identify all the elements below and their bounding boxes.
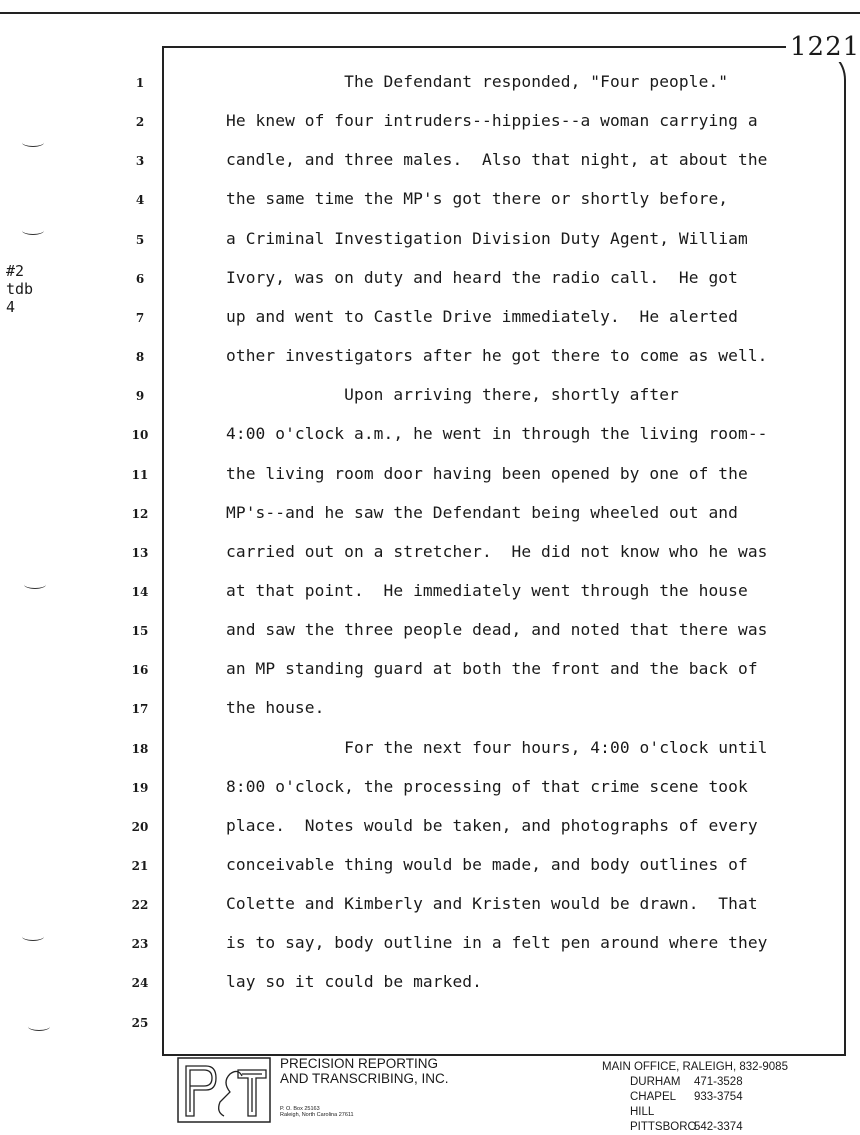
transcript-line: other investigators after he got there to come as well. (226, 346, 768, 366)
address-line: Raleigh, North Carolina 27611 (280, 1112, 354, 1118)
margin-mark (28, 1022, 50, 1031)
office-city: DURHAM (630, 1076, 681, 1088)
line-number: 3 (135, 154, 145, 169)
office-row (602, 1090, 788, 1120)
transcript-line: 4:00 o'clock a.m., he went in through the living room-- (226, 424, 768, 444)
line-number: 10 (131, 428, 149, 443)
transcript-line: is to say, body outline in a felt pen around where they (226, 933, 768, 953)
transcript-line: an MP standing guard at both the front and the back of (226, 659, 758, 679)
margin-mark (22, 932, 44, 941)
line-number: 4 (135, 193, 145, 208)
transcript-line: up and went to Castle Drive immediately. He alerted (226, 306, 738, 326)
footer (176, 1056, 816, 1133)
transcript-line: MP's--and he saw the Defendant being wheeled out and (226, 502, 738, 522)
margin-mark (24, 580, 46, 589)
margin-mark (22, 226, 44, 235)
line-number: 20 (131, 819, 149, 834)
office-phone: 933-3754 (694, 1091, 743, 1103)
firm-name-line: AND TRANSCRIBING, INC. (280, 1071, 449, 1086)
transcript-line: Colette and Kimberly and Kristen would be drawn. That (226, 894, 758, 914)
top-rule (0, 0, 860, 14)
line-number: 1 (135, 76, 145, 90)
line-number: 21 (131, 859, 149, 873)
firm-logo (176, 1056, 272, 1124)
transcript-line: place. Notes would be taken, and photographs of every (226, 815, 758, 835)
margin-mark (22, 138, 44, 147)
line-number: 5 (135, 232, 145, 247)
line-number: 11 (131, 467, 149, 482)
office-phone: 471-3528 (694, 1076, 743, 1088)
line-number: 8 (135, 350, 145, 365)
firm-name (280, 1056, 449, 1086)
transcript-line: Upon arriving there, shortly after (226, 385, 679, 405)
line-number: 15 (131, 624, 149, 639)
transcript-line: lay so it could be marked. (226, 972, 482, 992)
line-number: 24 (131, 976, 149, 991)
office-phone: 542-3374 (694, 1121, 743, 1133)
transcript-line: the house. (226, 698, 325, 718)
transcript-line: carried out on a stretcher. He did not know who he was (226, 541, 768, 561)
transcript-line: at that point. He immediately went through the house (226, 580, 748, 600)
transcript-line: candle, and three males. Also that night, at about the (226, 150, 768, 170)
transcript-line: a Criminal Investigation Division Duty Agent, William (226, 228, 748, 248)
margin-note-line: #2 (6, 262, 25, 280)
transcript-line: conceivable thing would be made, and body outlines of (226, 855, 748, 874)
office-city: PITTSBORO (630, 1121, 697, 1133)
line-number: 6 (135, 271, 145, 286)
office-row (602, 1075, 788, 1090)
office-list (602, 1060, 788, 1135)
address-line: P. O. Box 25163 (280, 1106, 320, 1112)
firm-name-line: PRECISION REPORTING (280, 1056, 439, 1071)
margin-note (6, 262, 33, 316)
margin-note-line: 4 (6, 298, 16, 316)
line-number: 18 (131, 741, 149, 756)
line-number: 23 (131, 937, 149, 952)
line-number: 17 (131, 702, 149, 717)
line-number: 25 (131, 1015, 149, 1030)
transcript-line: Ivory, was on duty and heard the radio call. He got (226, 267, 738, 287)
transcript-line: For the next four hours, 4:00 o'clock until (226, 737, 768, 757)
line-number: 9 (135, 389, 145, 404)
line-number: 19 (131, 780, 149, 795)
transcript-line: 8:00 o'clock, the processing of that crime scene took (226, 776, 748, 796)
main-office: MAIN OFFICE, RALEIGH, 832-9085 (602, 1061, 788, 1073)
page-number: 1221 (786, 32, 860, 62)
line-number: 13 (131, 545, 149, 560)
line-number: 22 (131, 898, 149, 913)
transcript-line: The Defendant responded, "Four people." (226, 72, 729, 91)
line-number: 14 (131, 584, 149, 599)
office-city: CHAPEL HILL (630, 1091, 676, 1118)
line-number: 12 (131, 506, 149, 521)
margin-note-line: tdb (6, 280, 34, 298)
line-number: 7 (135, 310, 145, 325)
office-row (602, 1120, 788, 1135)
firm-address (280, 1106, 354, 1118)
transcript-line: the living room door having been opened by one of the (226, 463, 748, 483)
line-number: 2 (135, 115, 145, 130)
transcript-line: and saw the three people dead, and noted that there was (226, 620, 768, 640)
transcript-line: the same time the MP's got there or shortly before, (226, 189, 729, 209)
line-number: 16 (131, 663, 149, 678)
transcript-line: He knew of four intruders--hippies--a woman carrying a (226, 111, 758, 131)
